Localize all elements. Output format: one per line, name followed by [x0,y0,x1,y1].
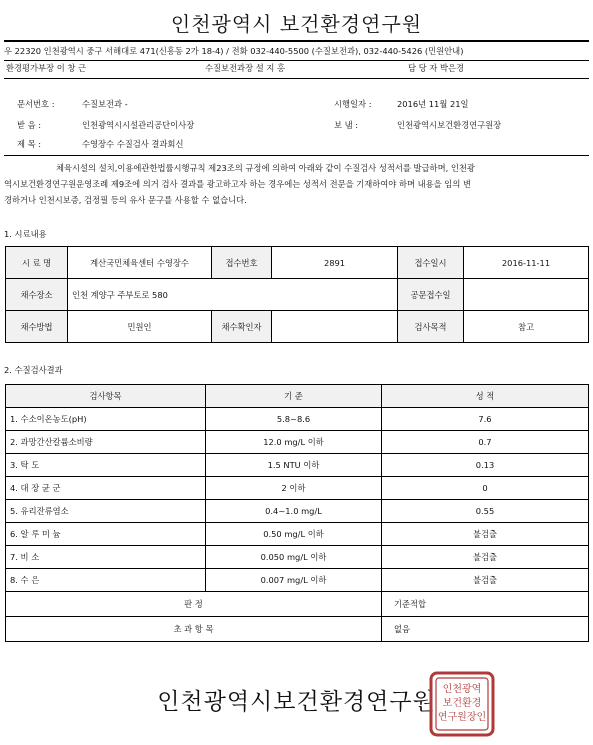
recipient-label: 받 음 : [17,120,42,130]
doc-number-value: 수질보전과 - [82,99,128,109]
standard-cell: 2 이하 [206,477,382,500]
divider [4,155,589,156]
result-cell: 불검출 [382,546,589,569]
table-row [6,408,589,431]
sender-label: 보 냄 : [334,120,359,130]
item-cell: 8. 수 은 [6,569,206,592]
standard-cell: 1.5 NTU 이하 [206,454,382,477]
issuer-name: 인천광역시보건환경연구원 [157,689,436,715]
sampler-confirm-label: 채수확인자 [212,311,272,343]
results-table [5,384,589,642]
purpose-value: 참고 [464,311,589,343]
item-cell: 6. 알 루 미 늄 [6,523,206,546]
sampling-method-value: 민원인 [68,311,212,343]
receipt-no-value: 2891 [272,247,398,279]
sender-value: 인천광역시보건환경연구원장 [397,120,502,130]
receipt-date-value: 2016-11-11 [464,247,589,279]
standard-cell: 0.007 mg/L 이하 [206,569,382,592]
standard-cell: 0.050 mg/L 이하 [206,546,382,569]
result-cell: 0.55 [382,500,589,523]
officer-name: 담 당 자 박은경 [408,63,465,73]
standard-cell: 5.8~8.6 [206,408,382,431]
sampling-place-value: 인천 계양구 주부토로 580 [68,279,398,311]
issue-date-value: 2016년 11월 21일 [397,99,469,109]
standard-cell: 12.0 mg/L 이하 [206,431,382,454]
intro-line: 체육시설의 설치,이용에관한법률시행규칙 제23조의 규정에 의하여 아래와 같이 수질검사 성적서를 발급하며, 인천광 [56,163,475,173]
judgement-text: 기준적합 [394,599,427,609]
table-row [6,523,589,546]
exceed-value [382,617,589,642]
section-title-sample: 1. 시료내용 [4,229,47,239]
table-row [6,431,589,454]
item-cell: 4. 대 장 균 군 [6,477,206,500]
sampling-place-label: 채수장소 [6,279,68,311]
page-title: 인천광역시 보건환경연구원 [170,12,423,36]
item-cell: 2. 과망간산칼륨소비량 [6,431,206,454]
table-row [6,569,589,592]
sample-table [5,246,589,343]
exceed-label: 초 과 항 목 [6,617,382,642]
header-result: 성 적 [382,385,589,408]
sample-name-label: 시 료 명 [6,247,68,279]
item-cell: 7. 비 소 [6,546,206,569]
director-name: 환경평가부장 이 창 근 [6,63,87,73]
table-row [6,546,589,569]
receipt-date-label: 접수일시 [398,247,464,279]
recipient-value: 인천광역시시설관리공단이사장 [82,120,195,130]
header-standard: 기 준 [206,385,382,408]
result-cell: 0 [382,477,589,500]
intro-paragraph [4,160,589,208]
result-cell: 0.7 [382,431,589,454]
intro-line: 역시보건환경연구원운영조례 제9조에 의거 검사 결과를 광고하고자 하는 경우에는 성적서 전문을 기재하여야 하며 내용을 임의 변 [4,179,471,189]
doc-number-label: 문서번호 : [17,99,55,109]
receipt-no-label: 접수번호 [212,247,272,279]
sampling-method-label: 채수방법 [6,311,68,343]
official-seal [428,670,496,738]
table-row [6,454,589,477]
intro-line: 경하거나 인천시보증, 검정필 등의 유사 문구를 사용할 수 없습니다. [4,195,247,205]
judgement-value [382,592,589,617]
subject-label: 제 목 : [17,139,42,149]
result-cell: 0.13 [382,454,589,477]
item-cell: 1. 수소이온농도(pH) [6,408,206,431]
item-cell: 3. 탁 도 [6,454,206,477]
address-bar: 우 22320 인천광역시 중구 서해대로 471(신흥동 2가 18-4) / 전화 032-440-5500 (수질보전과), 032-440-5426 (민원안내) [4,40,589,61]
svg-text:보건환경: 보건환경 [442,698,482,709]
standard-cell: 0.50 mg/L 이하 [206,523,382,546]
divider [4,78,589,79]
official-date-value [464,279,589,311]
sampler-confirm-value [272,311,398,343]
table-row [6,500,589,523]
result-cell: 불검출 [382,569,589,592]
subject-value: 수영장수 수질검사 결과회신 [82,139,184,149]
purpose-label: 검사목적 [398,311,464,343]
svg-text:인천광역: 인천광역 [442,684,482,695]
issue-date-label: 시행일자 : [334,99,372,109]
judgement-label: 판 정 [6,592,382,617]
standard-cell: 0.4~1.0 mg/L [206,500,382,523]
table-row [6,477,589,500]
result-cell: 불검출 [382,523,589,546]
header-item: 검사항목 [6,385,206,408]
official-date-label: 공문접수일 [398,279,464,311]
section-chief-name: 수질보전과장 설 지 홍 [205,63,286,73]
item-cell: 5. 유리잔류염소 [6,500,206,523]
sample-name-value: 계산국민체육센터 수영장수 [68,247,212,279]
section-title-results: 2. 수질검사결과 [4,365,63,375]
svg-text:연구원장인: 연구원장인 [437,712,487,723]
result-cell: 7.6 [382,408,589,431]
exceed-text: 없음 [394,624,411,634]
